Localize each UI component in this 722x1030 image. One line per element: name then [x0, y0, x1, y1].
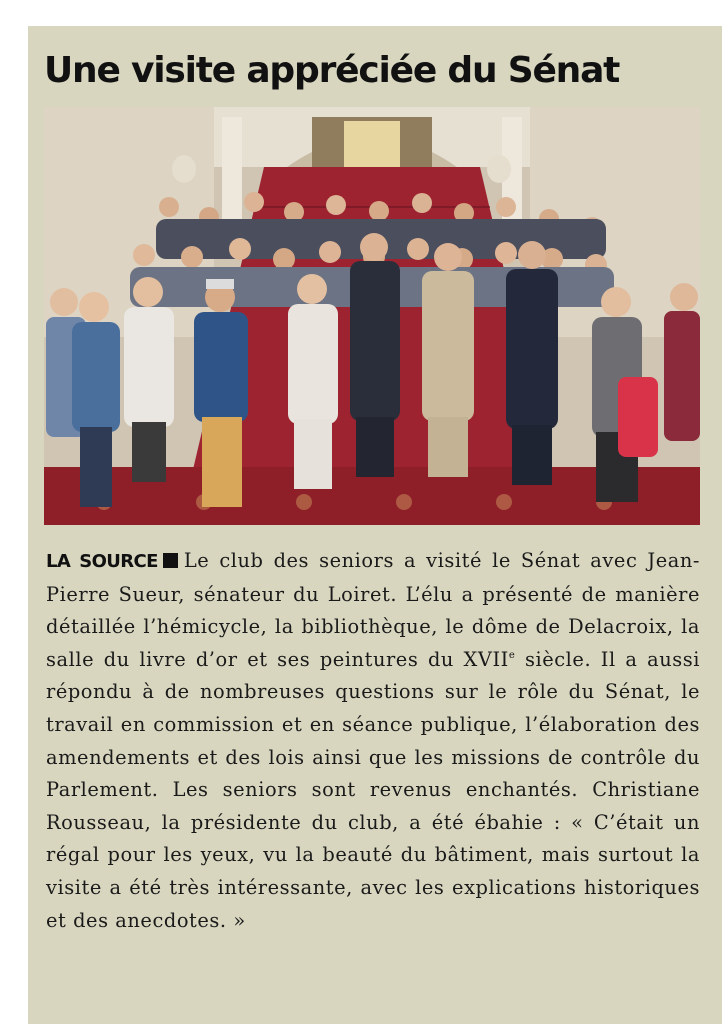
- article-body: [46, 545, 700, 937]
- article-kicker: LA SOURCE: [46, 551, 158, 572]
- century-superscript: e: [508, 649, 516, 661]
- article-text-part1: Le club des seniors a visité le Sénat avec Jean-Pierre Sueur, sénateur du Loiret. L’élu a présenté de manière détaillée l’hémicycle, la bibliothèque, le dôme de Delacroix, la salle du livre d’or et ses peintures du XVII: [46, 549, 701, 671]
- article-text-part2: siècle. Il a aussi répondu à de nombreuses questions sur le rôle du Sénat, le travail en commission et en séance publique, l’élaboration des amendements et des lois ainsi que les missions de contrôle du Parlement. Les seniors sont revenus enchantés. Christiane Rousseau, la présidente du club, a été ébahie : « C’était un régal pour les yeux, vu la beauté du bâtiment, mais surtout la visite a été très intéressante, avec les explications historiques et des anecdotes. »: [46, 647, 700, 932]
- group-photo-illustration: [44, 107, 700, 525]
- kicker-square-icon: [163, 553, 178, 568]
- article-headline: Une visite appréciée du Sénat: [44, 50, 620, 91]
- group-photo: [44, 107, 700, 525]
